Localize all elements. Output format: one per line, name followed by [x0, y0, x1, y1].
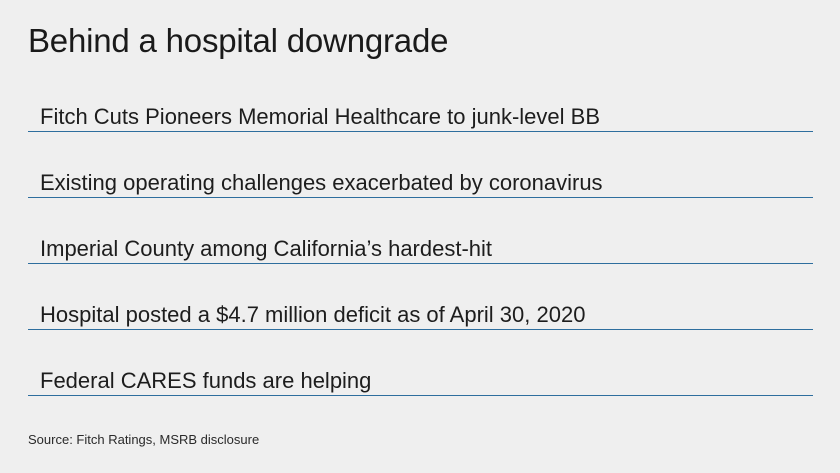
- list-item-text: Federal CARES funds are helping: [40, 368, 372, 393]
- list-item-text: Existing operating challenges exacerbated by coronavirus: [40, 170, 603, 195]
- divider: [28, 329, 813, 330]
- list-item-text: Imperial County among California’s hardest-hit: [40, 236, 493, 261]
- divider: [28, 197, 813, 198]
- list-item: [28, 96, 813, 162]
- list-item-text: Fitch Cuts Pioneers Memorial Healthcare to junk-level BB: [40, 104, 601, 129]
- list-item: [28, 360, 813, 426]
- list-item-text: Hospital posted a $4.7 million deficit as of April 30, 2020: [40, 302, 586, 327]
- divider: [28, 263, 813, 264]
- source-note: Source: Fitch Ratings, MSRB disclosure: [28, 432, 260, 447]
- list-item: [28, 162, 813, 228]
- list-item: [28, 228, 813, 294]
- divider: [28, 395, 813, 396]
- list-item: [28, 294, 813, 360]
- page-title: Behind a hospital downgrade: [28, 22, 449, 59]
- key-points-list: [28, 96, 813, 426]
- divider: [28, 131, 813, 132]
